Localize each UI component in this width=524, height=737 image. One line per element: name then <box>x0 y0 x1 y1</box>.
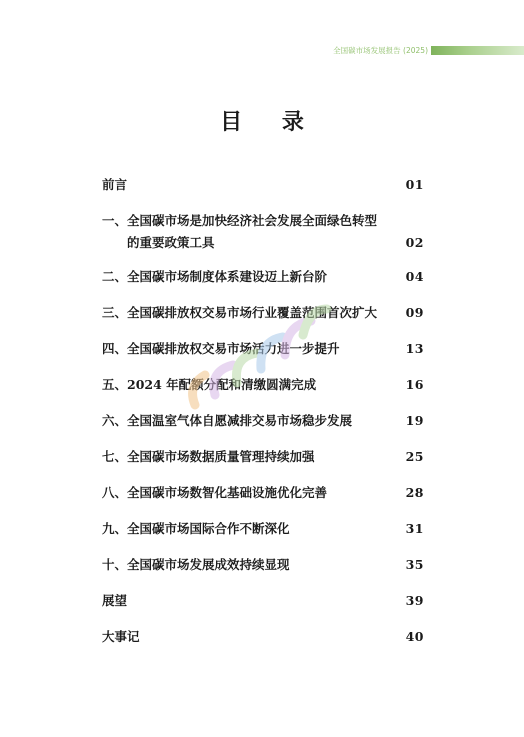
toc-entry-page: 02 <box>405 235 424 250</box>
toc-entry-label: 一、全国碳市场是加快经济社会发展全面绿色转型 <box>102 213 378 228</box>
toc-entry-page: 09 <box>405 305 424 320</box>
toc-entry-page: 16 <box>405 377 424 392</box>
toc-entry-label: 二、全国碳市场制度体系建设迈上新台阶 <box>102 269 328 284</box>
toc-entry-page: 35 <box>405 557 424 572</box>
toc-entry-label: 展望 <box>102 593 128 608</box>
toc-entry-label: 三、全国碳排放权交易市场行业覆盖范围首次扩大 <box>102 305 378 320</box>
toc-entry-label: 八、全国碳市场数智化基础设施优化完善 <box>102 485 328 500</box>
toc-entry-label: 五、2024 年配额分配和清缴圆满完成 <box>102 377 317 392</box>
toc-entry-label: 六、全国温室气体自愿减排交易市场稳步发展 <box>102 413 353 428</box>
toc-entry-page: 19 <box>405 413 424 428</box>
header-accent-bar <box>431 46 524 55</box>
toc-entry-page: 04 <box>405 269 424 284</box>
toc-entry-label: 十、全国碳市场发展成效持续显现 <box>102 557 290 572</box>
toc-entry-label: 大事记 <box>102 629 140 644</box>
toc-entry-label: 四、全国碳排放权交易市场活力进一步提升 <box>102 341 340 356</box>
toc-entry-page: 31 <box>405 521 424 536</box>
toc-entry-page: 39 <box>405 593 424 608</box>
toc-entry-label: 前言 <box>102 177 128 192</box>
page-title: 目 录 <box>220 109 320 135</box>
toc-entry-page: 28 <box>405 485 424 500</box>
toc-entry-page: 40 <box>405 629 424 644</box>
toc-entry-page: 25 <box>405 449 424 464</box>
toc-entry-label: 九、全国碳市场国际合作不断深化 <box>102 521 290 536</box>
running-header <box>0 44 524 58</box>
toc-entry-label-continued: 的重要政策工具 <box>127 235 215 250</box>
toc-entry-page: 01 <box>405 177 424 192</box>
toc-entry-label: 七、全国碳市场数据质量管理持续加强 <box>102 449 315 464</box>
toc-entry-page: 13 <box>405 341 424 356</box>
running-title: 全国碳市场发展报告 (2025) <box>333 46 428 55</box>
